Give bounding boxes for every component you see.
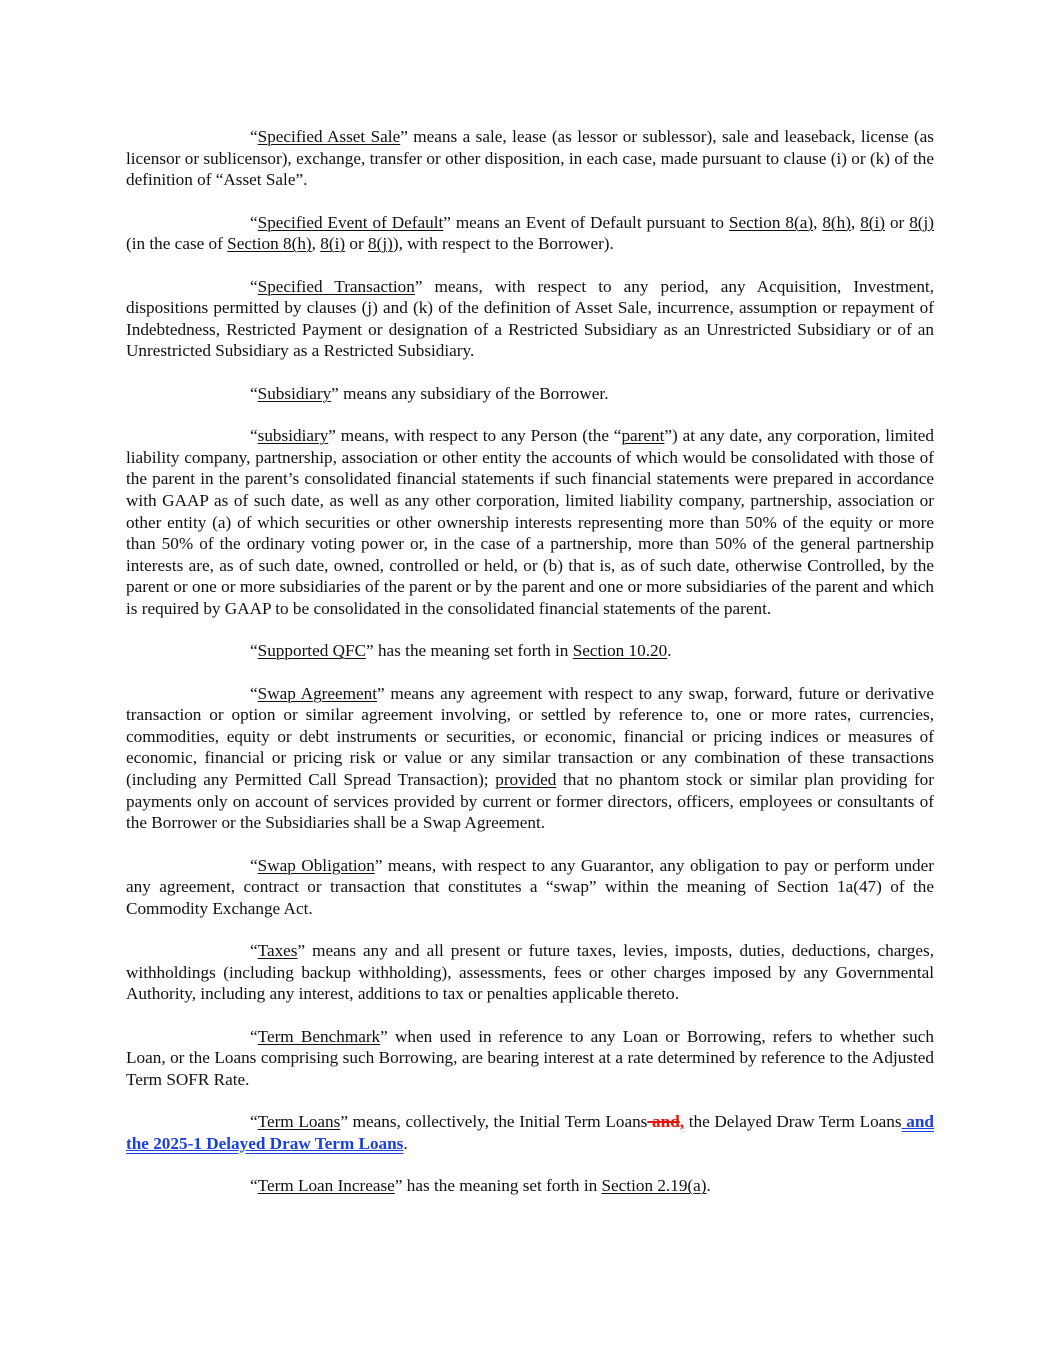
underlined-term: Section 10.20 (572, 641, 668, 661)
text-run: “ (250, 1112, 258, 1132)
text-run: ” means any agreement with respect to any swap, forward, future or derivative transaction or option or similar agreement involving, or settled by reference to, one or more rates, currencies, commodities, equity or debt instruments or securities, or economic, financial or pricing indices or measures of economic, financial or pricing risk or value or any similar transaction or any combination of these transactions (including any Permitted Call Spread Transaction); (126, 683, 934, 790)
definition-paragraph (126, 855, 934, 920)
underlined-term: Taxes (257, 941, 298, 961)
text-run: “ (250, 683, 258, 703)
text-run: or (885, 212, 910, 232)
text-run: . (403, 1133, 408, 1153)
text-run: ” means a sale, lease (as lessor or sublessor), sale and leaseback, license (as licensor or sublicensor), exchange, transfer or other disposition, in each case, made pursuant to clause (i) or (k) of the definition of “Asset Sale”. (126, 127, 934, 190)
text-run: “ (250, 276, 258, 296)
underlined-term: 8(i) (860, 212, 886, 232)
text-run: ” has the meaning set forth in (394, 1176, 602, 1196)
deleted-text: and (647, 1112, 680, 1132)
definition-paragraph (126, 683, 934, 834)
underlined-term: Term Loan Increase (257, 1176, 395, 1196)
text-run: , (311, 234, 321, 254)
text-run: “ (250, 212, 258, 232)
text-run: ” means, with respect to any Guarantor, any obligation to pay or perform under any agreement, contract or transaction that constitutes a “swap” within the meaning of Section 1a(47) of the Commodity Exchange Act. (126, 855, 934, 918)
inserted-text: and the 2025-1 Delayed Draw Term Loans (126, 1112, 934, 1153)
text-run: “ (250, 641, 258, 661)
underlined-term: Section 2.19(a) (601, 1176, 707, 1196)
text-run: the Delayed Draw Term Loans (684, 1112, 902, 1132)
text-run: “ (250, 383, 258, 403)
definition-paragraph (126, 1026, 934, 1091)
definition-paragraph (126, 1111, 934, 1154)
text-run: ” means, with respect to any period, any Acquisition, Investment, dispositions permitted by clauses (j) and (k) of the definition of Asset Sale, incurrence, assumption or repayment of Indebtedness, Restricted Payment or designation of a Restricted Subsidiary as an Unrestricted Subsidiary or of an Unrestricted Subsidiary as a Restricted Subsidiary. (126, 276, 934, 361)
text-run: “ (250, 1026, 258, 1046)
text-run: ” means, collectively, the Initial Term Loans (340, 1112, 648, 1132)
text-run: ” when used in reference to any Loan or Borrowing, refers to whether such Loan, or the Loans comprising such Borrowing, are bearing interest at a rate determined by reference to the Adjusted Term SOFR Rate. (126, 1026, 934, 1089)
definition-paragraph (126, 126, 934, 191)
definition-paragraph (126, 276, 934, 362)
text-run: . (667, 641, 672, 661)
underlined-term: Term Benchmark (257, 1026, 381, 1046)
underlined-term: Specified Transaction (257, 276, 415, 296)
underlined-term: Supported QFC (257, 641, 367, 661)
text-run: , (850, 212, 861, 232)
underlined-term: Term Loans (257, 1112, 341, 1132)
text-run: ” means, with respect to any Person (the “ (328, 426, 622, 446)
underlined-term: Swap Obligation (257, 855, 375, 875)
text-run: ” has the meaning set forth in (366, 641, 573, 661)
underlined-term: Swap Agreement (257, 683, 378, 703)
text-run: “ (250, 855, 258, 875)
underlined-term: parent (621, 426, 665, 446)
text-run: or (345, 234, 369, 254)
underlined-term: Specified Asset Sale (257, 127, 401, 146)
text-run: “ (250, 1176, 258, 1196)
text-run: ” means an Event of Default pursuant to (443, 212, 729, 232)
definition-paragraph (126, 425, 934, 619)
underlined-term: Subsidiary (257, 383, 332, 403)
underlined-term: provided (495, 770, 557, 790)
definition-paragraph (126, 640, 934, 662)
underlined-term: Specified Event of Default (257, 212, 444, 232)
text-run: ” means any and all present or future taxes, levies, imposts, duties, deductions, charges, withholdings (including backup withholding), assessments, fees or other charges imposed by any Governmental Authority, including any interest, additions to tax or penalties applicable thereto. (126, 941, 934, 1004)
underlined-term: subsidiary (257, 426, 329, 446)
underlined-term: 8(j) (368, 234, 393, 254)
definition-paragraph (126, 1175, 934, 1197)
underlined-term: Section 8(a) (728, 212, 814, 232)
text-run: ”) at any date, any corporation, limited liability company, partnership, association or other entity the accounts of which would be consolidated with those of the parent in the parent’s consolidated financial statements if such financial statements were prepared in accordance with GAAP as of such date, as well as any other corporation, limited liability company, partnership, association or other entity (a) of which securities or other ownership interests representing more than 50% of the equity or more than 50% of the ordinary voting power or, in the case of a partnership, more than 50% of the general partnership interests are, as of such date, owned, controlled or held, or (b) that is, as of such date, otherwise Controlled, by the parent or one or more subsidiaries of the parent or by the parent and one or more subsidiaries of the parent and which is required by GAAP to be consolidated in the consolidated financial statements of the parent. (126, 426, 934, 618)
text-run: ), with respect to the Borrower). (392, 234, 614, 254)
underlined-term: 8(i) (320, 234, 346, 254)
underlined-term: Section 8(h) (227, 234, 312, 254)
definition-paragraph (126, 940, 934, 1005)
text-run: “ (250, 941, 258, 961)
text-run: (in the case of (126, 234, 228, 254)
underlined-term: 8(h) (822, 212, 851, 232)
text-run: “ (250, 426, 258, 446)
definition-paragraph (126, 383, 934, 405)
underlined-term: 8(j) (909, 212, 935, 232)
definition-paragraph (126, 212, 934, 255)
text-run: that no phantom stock or similar plan providing for payments only on account of services provided by current or former directors, officers, employees or consultants of the Borrower or the Subsidiaries shall be a Swap Agreement. (126, 770, 934, 833)
inserted-text: , (679, 1112, 685, 1132)
text-run: , (813, 212, 823, 232)
text-run: . (706, 1176, 711, 1196)
text-run: “ (250, 127, 258, 146)
document-page (126, 126, 934, 1218)
text-run: ” means any subsidiary of the Borrower. (331, 383, 609, 403)
